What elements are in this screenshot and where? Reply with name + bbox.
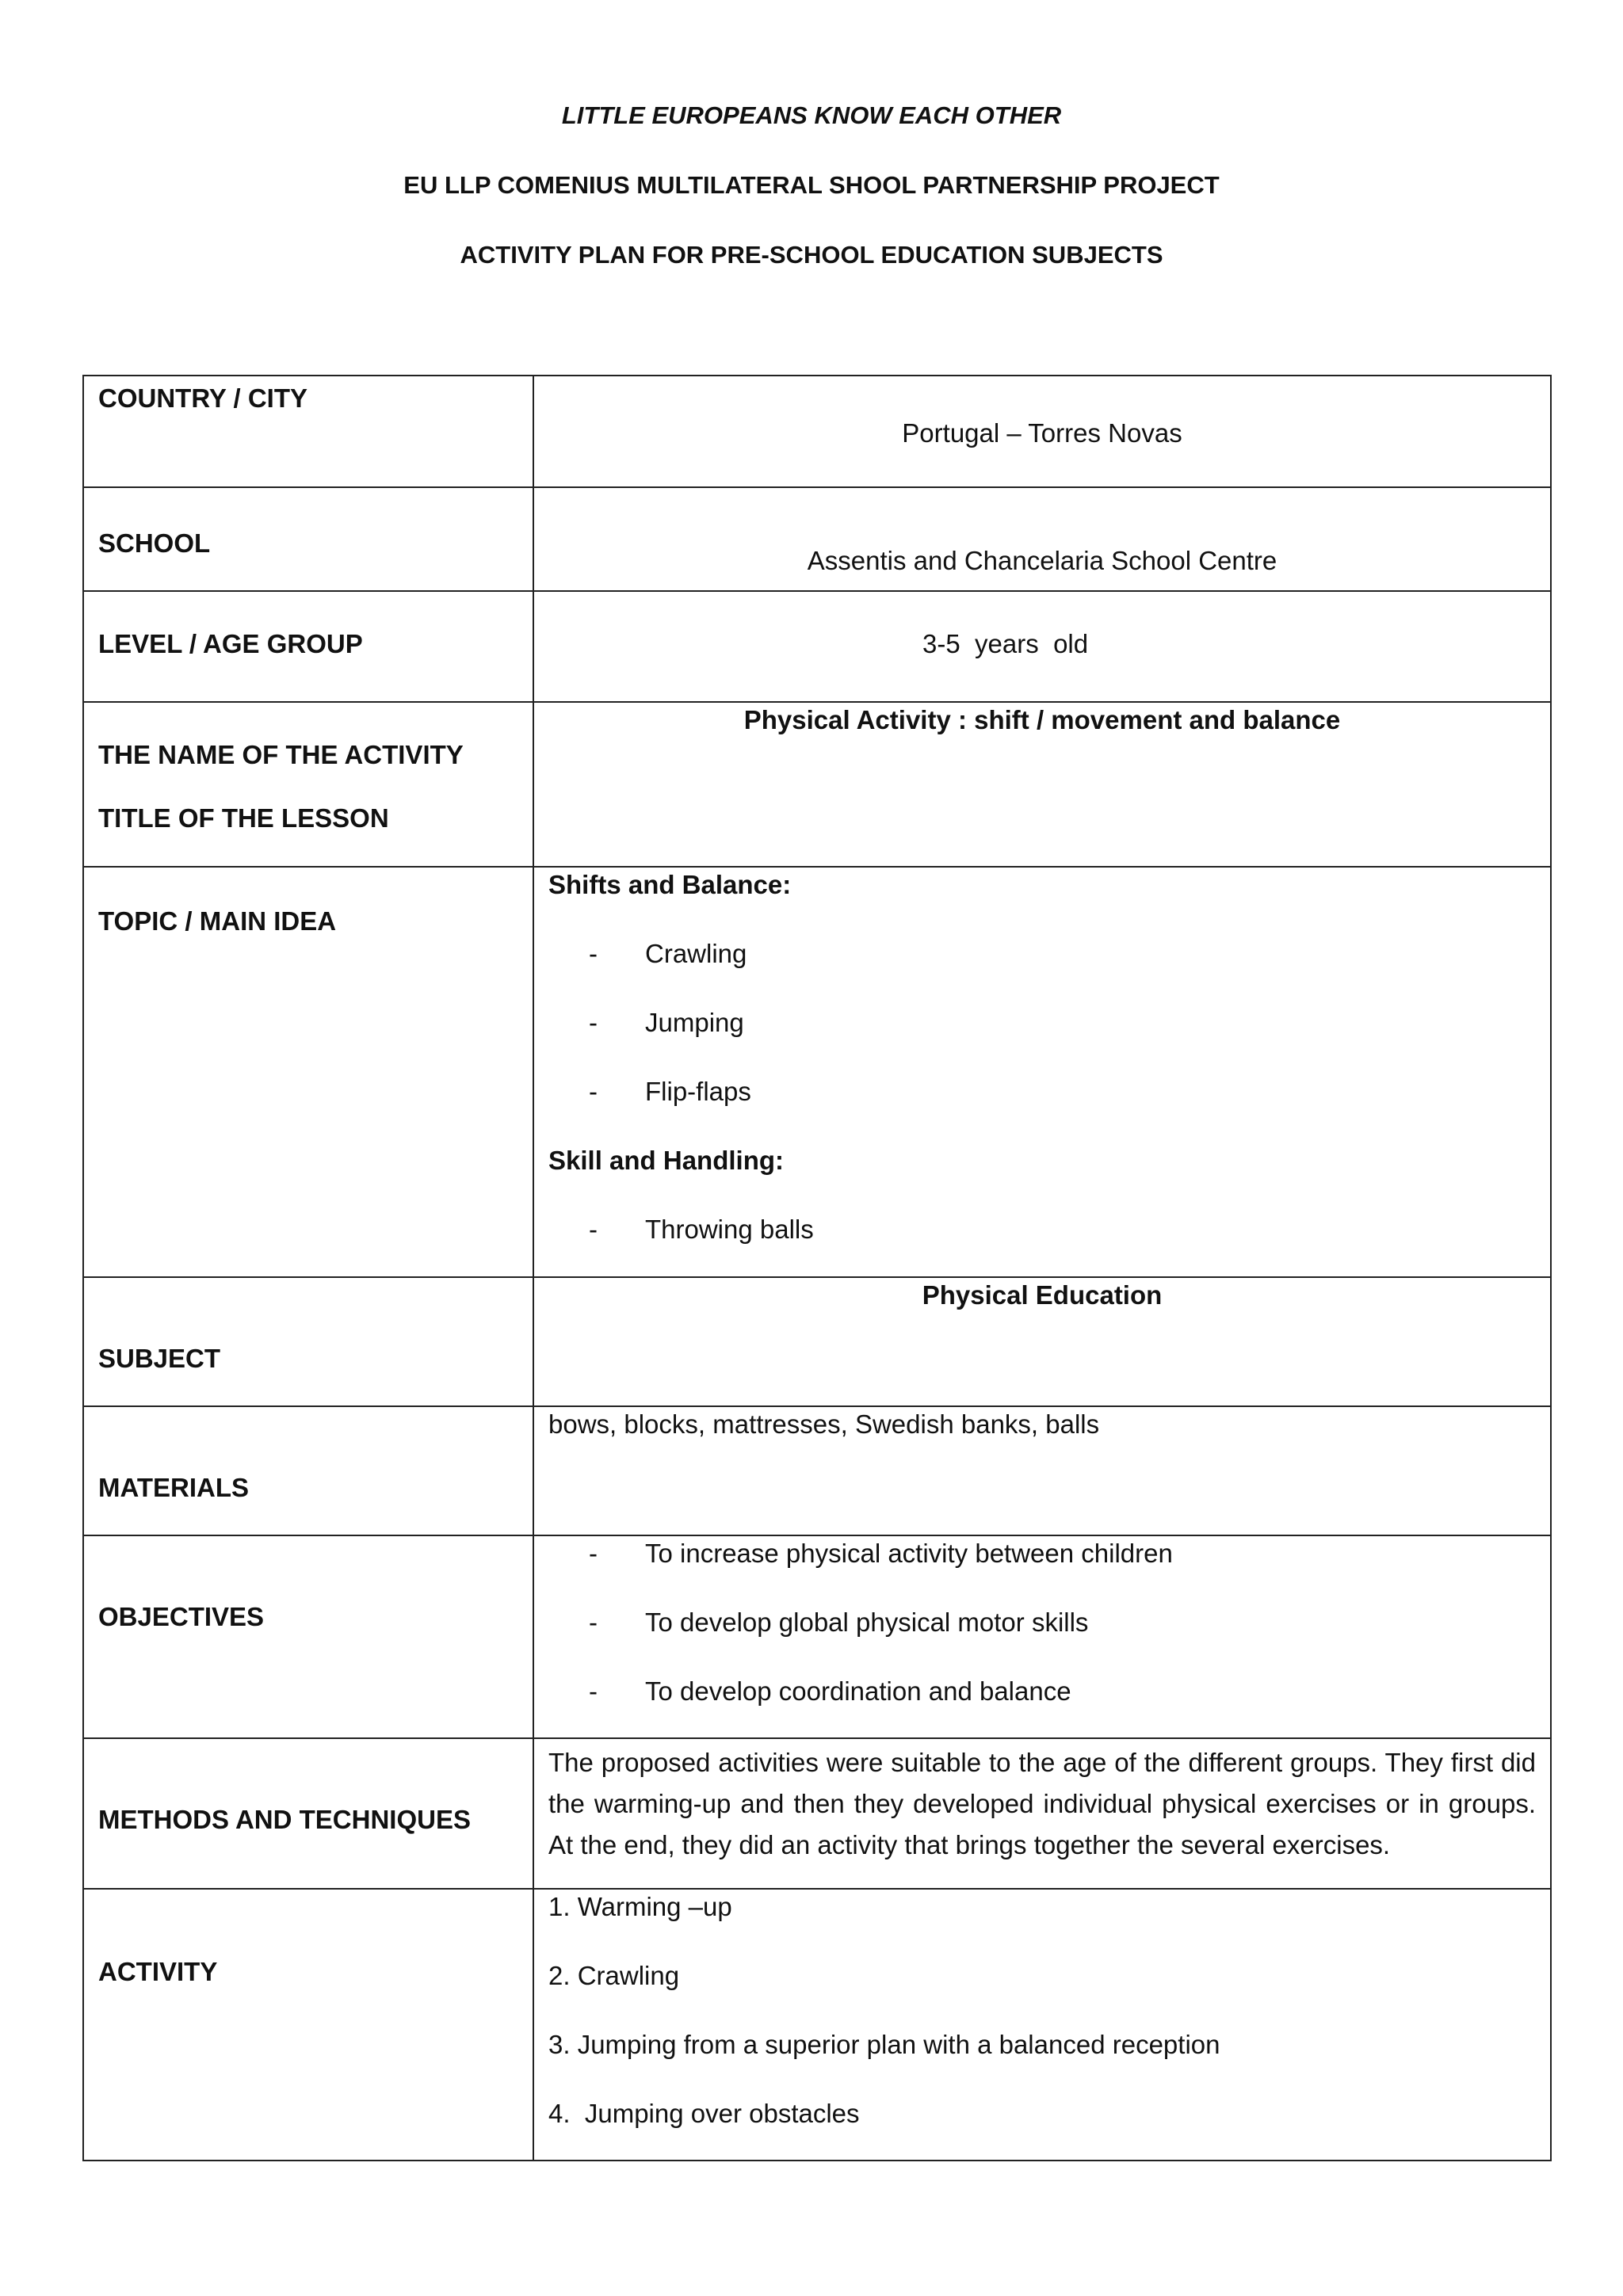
label-level-text: LEVEL / AGE GROUP [98, 629, 363, 658]
row-level [83, 591, 1551, 702]
topic-item-text: Crawling [645, 939, 747, 968]
value-school-text: Assentis and Chancelaria School Centre [807, 546, 1277, 575]
bullet-dash: - [589, 1539, 598, 1568]
row-objectives [83, 1535, 1551, 1738]
topic-item-text: Jumping [645, 1008, 744, 1037]
list-item [548, 919, 1536, 988]
label-methods [83, 1738, 533, 1889]
plan-title: ACTIVITY PLAN FOR PRE-SCHOOL EDUCATION SUBJECTS [460, 241, 1163, 269]
list-item [548, 1195, 1536, 1264]
row-activity [83, 1889, 1551, 2161]
value-activity-name [533, 702, 1551, 867]
label-level [83, 591, 533, 702]
bullet-dash: - [589, 939, 598, 968]
label-methods-text: METHODS AND TECHNIQUES [98, 1805, 471, 1834]
value-subject-text: Physical Education [922, 1280, 1163, 1310]
project-title: LITTLE EUROPEANS KNOW EACH OTHER [561, 101, 1062, 129]
label-subject-text: SUBJECT [98, 1344, 221, 1373]
value-methods-text: The proposed activities were suitable to the age of the different groups. They first did the warming-up and then they developed individual physical exercises or in groups. At the end, they did an activity that brings together the several exercises. [548, 1748, 1536, 1859]
label-activity [83, 1889, 533, 2161]
row-activity-name [83, 702, 1551, 867]
label-activity-name [83, 702, 533, 867]
activity-plan-table [82, 375, 1552, 2161]
value-materials [533, 1406, 1551, 1535]
list-item: 1. Warming –up [548, 1892, 732, 1921]
row-materials [83, 1406, 1551, 1535]
label-activity-name-text: THE NAME OF THE ACTIVITY [98, 740, 464, 769]
value-topic [533, 867, 1551, 1277]
label-lesson-title-text: TITLE OF THE LESSON [98, 803, 389, 833]
label-activity-text: ACTIVITY [98, 1957, 218, 1986]
value-school [533, 487, 1551, 591]
value-country-text: Portugal – Torres Novas [902, 418, 1182, 448]
value-activity-name-text: Physical Activity : shift / movement and balance [743, 705, 1341, 734]
label-objectives [83, 1535, 533, 1738]
value-subject [533, 1277, 1551, 1406]
bullet-dash: - [589, 1215, 598, 1244]
list-item [548, 1657, 1536, 1726]
value-objectives [533, 1535, 1551, 1738]
bullet-dash: - [589, 1008, 598, 1037]
bullet-dash: - [589, 1077, 598, 1106]
label-country [83, 376, 533, 487]
label-school-text: SCHOOL [98, 528, 211, 558]
label-subject [83, 1277, 533, 1406]
label-topic-text: TOPIC / MAIN IDEA [98, 906, 337, 936]
label-objectives-text: OBJECTIVES [98, 1602, 265, 1631]
label-topic [83, 867, 533, 1277]
row-subject [83, 1277, 1551, 1406]
bullet-dash: - [589, 1676, 598, 1706]
topic-heading-skill: Skill and Handling: [548, 1146, 785, 1175]
topic-item-text: Throwing balls [645, 1215, 814, 1244]
list-item [548, 1588, 1536, 1657]
objective-text: To develop coordination and balance [645, 1676, 1071, 1706]
value-methods [533, 1738, 1551, 1889]
list-item: 4. Jumping over obstacles [548, 2099, 860, 2128]
row-topic [83, 867, 1551, 1277]
list-item: 3. Jumping from a superior plan with a balanced reception [548, 2030, 1220, 2059]
list-item: 2. Crawling [548, 1961, 680, 1990]
value-level [533, 591, 1551, 702]
list-item [548, 1057, 1536, 1126]
list-item [548, 1519, 1536, 1588]
topic-item-text: Flip-flaps [645, 1077, 751, 1106]
row-methods [83, 1738, 1551, 1889]
bullet-dash: - [589, 1608, 598, 1637]
objective-text: To increase physical activity between children [645, 1539, 1173, 1568]
objective-text: To develop global physical motor skills [645, 1608, 1089, 1637]
label-school [83, 487, 533, 591]
list-item [548, 988, 1536, 1057]
value-materials-text: bows, blocks, mattresses, Swedish banks, balls [548, 1409, 1100, 1439]
row-school [83, 487, 1551, 591]
project-subtitle: EU LLP COMENIUS MULTILATERAL SHOOL PARTNERSHIP PROJECT [403, 171, 1220, 199]
value-country [533, 376, 1551, 487]
value-activity [533, 1889, 1551, 2161]
topic-heading-shifts: Shifts and Balance: [548, 870, 792, 899]
row-country [83, 376, 1551, 487]
label-materials [83, 1406, 533, 1535]
label-country-text: COUNTRY / CITY [98, 383, 308, 413]
label-materials-text: MATERIALS [98, 1473, 250, 1502]
value-level-text: 3-5 years old [922, 629, 1089, 658]
